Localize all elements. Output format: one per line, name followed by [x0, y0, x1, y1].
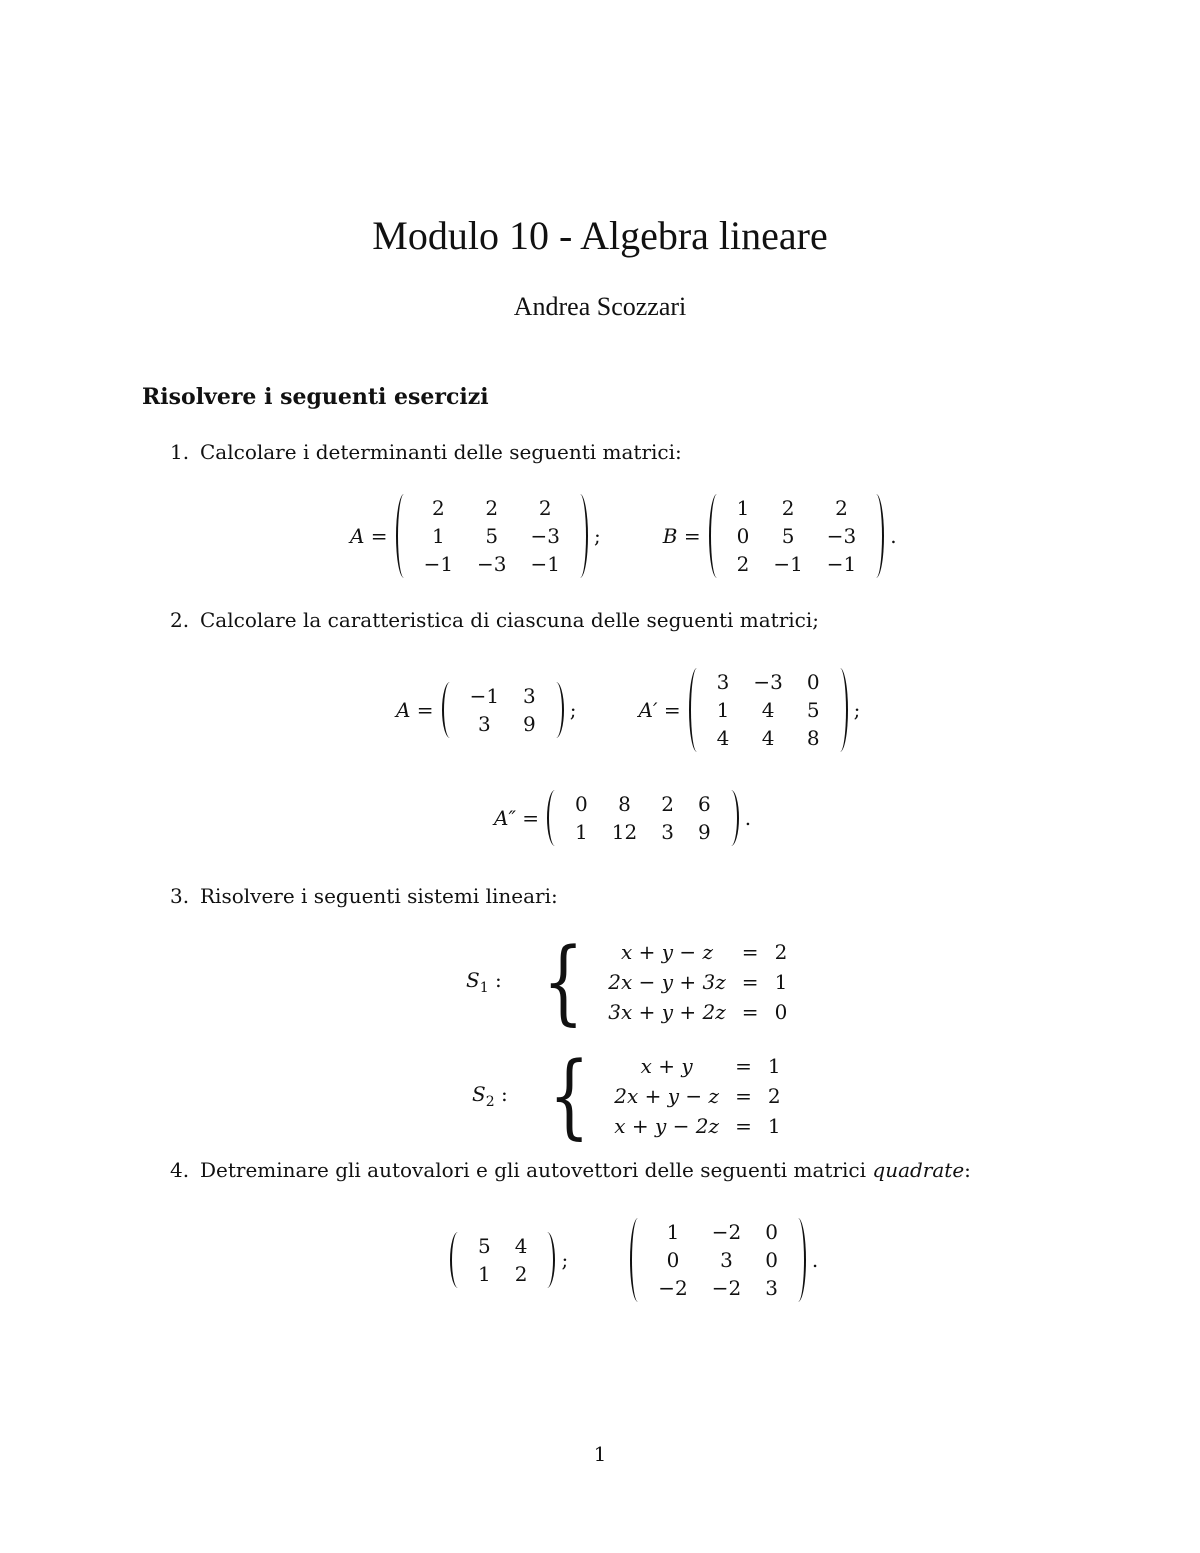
matrix-row: [725, 522, 869, 550]
ex2-matrices-row1: [396, 668, 866, 752]
matrix-entry: −1: [826, 552, 857, 576]
matrix-entry: 0: [666, 1248, 680, 1272]
matrix-entry: 1: [666, 1220, 680, 1244]
matrix-entry: 12: [611, 820, 638, 844]
matrix-row: [466, 1232, 539, 1260]
matrix-entry: 2: [485, 496, 499, 520]
matrix-entry: 2: [514, 1262, 528, 1286]
punctuation: ;: [594, 524, 601, 548]
punctuation: ;: [853, 698, 861, 722]
ex4-matrices: [450, 1218, 824, 1302]
matrix-entry: 1: [575, 820, 588, 844]
equation-row: [606, 1051, 788, 1081]
exercise-number: 1.: [170, 440, 190, 464]
matrix-row: [646, 1246, 790, 1274]
matrix-label: A =: [350, 524, 388, 548]
equals-sign: =: [735, 1114, 752, 1138]
equation-row: [606, 1111, 788, 1141]
matrix-label: A =: [396, 698, 434, 722]
matrix-cells: [412, 494, 572, 578]
equation-rhs: 0: [774, 1000, 788, 1024]
matrix-entry: 4: [514, 1234, 528, 1258]
matrix-row: [725, 550, 869, 578]
matrix-entry: 3: [477, 712, 491, 736]
equation-rhs: 1: [767, 1054, 781, 1078]
right-paren: [790, 1218, 806, 1302]
matrix-entry: −1: [469, 684, 500, 708]
exercise-3: [170, 884, 558, 908]
system-s2: [472, 1042, 789, 1149]
matrix-cells: [563, 790, 723, 846]
matrix-entry: −3: [477, 552, 507, 576]
equation-rhs: 2: [767, 1084, 781, 1108]
equals-sign: =: [741, 1000, 759, 1024]
punctuation: .: [890, 524, 897, 548]
left-brace: {: [548, 1042, 590, 1149]
left-brace: {: [542, 928, 584, 1035]
equals-sign: =: [741, 970, 759, 994]
matrix-ex2-a-double-prime: [547, 790, 739, 846]
matrix-entry: 3: [523, 684, 536, 708]
punctuation: .: [811, 1248, 819, 1272]
equation-lhs: x + y − 2z: [614, 1114, 720, 1138]
punctuation: ;: [569, 698, 577, 722]
exercise-4: [170, 1158, 971, 1182]
equation-lhs: 2x + y − z: [614, 1084, 720, 1108]
system-label: $S_1$ :: [466, 968, 502, 996]
section-heading: Risolvere i seguenti esercizi: [142, 384, 489, 410]
left-paren: [630, 1218, 646, 1302]
matrix-entry: −2: [711, 1220, 742, 1244]
matrix-cells: [458, 682, 548, 738]
matrix-entry: 0: [736, 524, 750, 548]
system-label: $S_2$ :: [472, 1082, 508, 1110]
exercise-1: [170, 440, 682, 464]
matrix-entry: −1: [773, 552, 803, 576]
matrix-entry: 0: [765, 1248, 778, 1272]
left-paren: [396, 494, 412, 578]
matrix-label: A′ =: [638, 698, 681, 722]
matrix-entry: 5: [781, 524, 795, 548]
matrix-entry: 8: [806, 726, 820, 750]
matrix-row: [458, 682, 548, 710]
exercise-2: [170, 608, 819, 632]
matrix-entry: 4: [761, 698, 775, 722]
matrix-row: [412, 550, 572, 578]
equals-sign: =: [735, 1084, 752, 1108]
matrix-entry: 8: [618, 792, 631, 816]
exercise-text: Detreminare gli autovalori e gli autovettori delle seguenti matrici: [200, 1158, 867, 1182]
matrix-entry: 0: [575, 792, 588, 816]
matrix-ex1-b: [709, 494, 885, 578]
matrix-cells: [466, 1232, 539, 1288]
matrix-row: [458, 710, 548, 738]
matrix-entry: 2: [661, 792, 674, 816]
punctuation: ;: [561, 1248, 569, 1272]
matrix-ex2-a-prime: [689, 668, 848, 752]
ex1-matrices: [350, 494, 903, 578]
equals-sign: =: [735, 1054, 752, 1078]
matrix-ex4-1: [450, 1232, 555, 1288]
equation-row: [606, 1081, 788, 1111]
matrix-entry: 0: [765, 1220, 778, 1244]
equation-lhs: 3x + y + 2z: [608, 1000, 726, 1024]
page-number: 1: [593, 1442, 607, 1466]
matrix-entry: 2: [736, 552, 750, 576]
exercise-text: Calcolare i determinanti delle seguenti matrici:: [200, 440, 682, 464]
equation-rhs: 1: [774, 970, 788, 994]
matrix-entry: 2: [835, 496, 848, 520]
equation-row: [600, 937, 795, 967]
left-paren: [689, 668, 705, 752]
exercise-number: 3.: [170, 884, 190, 908]
exercise-number: 4.: [170, 1158, 190, 1182]
matrix-ex1-a: [396, 494, 588, 578]
equation-lhs: x + y: [640, 1054, 693, 1078]
emphasis: quadrate: [872, 1158, 965, 1182]
equation-rhs: 1: [767, 1114, 781, 1138]
exercise-text: Calcolare la caratteristica di ciascuna delle seguenti matrici;: [200, 608, 819, 632]
right-paren: [539, 1232, 555, 1288]
matrix-row: [705, 724, 832, 752]
left-paren: [709, 494, 725, 578]
left-paren: [450, 1232, 466, 1288]
matrix-label: B =: [662, 524, 701, 548]
matrix-entry: −1: [423, 552, 454, 576]
matrix-row: [705, 696, 832, 724]
system-equations: [600, 937, 795, 1027]
matrix-entry: 5: [485, 524, 499, 548]
matrix-entry: 5: [806, 698, 820, 722]
matrix-entry: −2: [658, 1276, 688, 1300]
right-paren: [572, 494, 588, 578]
system-s1: [466, 928, 795, 1035]
matrix-entry: 5: [478, 1234, 491, 1258]
matrix-entry: −1: [530, 552, 561, 576]
matrix-entry: 4: [761, 726, 775, 750]
matrix-row: [412, 494, 572, 522]
matrix-row: [563, 790, 723, 818]
exercise-number: 2.: [170, 608, 190, 632]
right-paren: [832, 668, 848, 752]
equals-sign: =: [741, 940, 759, 964]
left-paren: [442, 682, 458, 738]
matrix-entry: 2: [781, 496, 795, 520]
matrix-entry: 1: [736, 496, 750, 520]
matrix-row: [705, 668, 832, 696]
matrix-ex4-2: [630, 1218, 806, 1302]
equation-row: [600, 997, 795, 1027]
matrix-row: [646, 1274, 790, 1302]
matrix-entry: 1: [716, 698, 730, 722]
matrix-entry: 1: [478, 1262, 491, 1286]
equation-rhs: 2: [774, 940, 788, 964]
right-paren: [868, 494, 884, 578]
matrix-row: [646, 1218, 790, 1246]
matrix-entry: 2: [431, 496, 445, 520]
matrix-label: A″ =: [494, 806, 540, 830]
matrix-row: [725, 494, 869, 522]
matrix-cells: [646, 1218, 790, 1302]
matrix-entry: 3: [765, 1276, 778, 1300]
matrix-cells: [725, 494, 869, 578]
matrix-entry: 0: [806, 670, 820, 694]
equation-row: [600, 967, 795, 997]
right-paren: [548, 682, 564, 738]
matrix-entry: 6: [697, 792, 711, 816]
matrix-row: [412, 522, 572, 550]
equation-lhs: x + y − z: [621, 940, 714, 964]
page-title: Modulo 10 - Algebra lineare: [372, 213, 828, 258]
matrix-cells: [705, 668, 832, 752]
system-equations: [606, 1051, 788, 1141]
right-paren: [723, 790, 739, 846]
matrix-entry: 9: [697, 820, 711, 844]
matrix-entry: 3: [661, 820, 674, 844]
equation-lhs: 2x − y + 3z: [608, 970, 726, 994]
matrix-entry: −3: [530, 524, 561, 548]
matrix-entry: 3: [716, 670, 730, 694]
punctuation: .: [744, 806, 752, 830]
matrix-entry: 2: [538, 496, 552, 520]
ex2-matrices-row2: [494, 790, 757, 846]
matrix-entry: 4: [716, 726, 730, 750]
matrix-entry: 9: [523, 712, 536, 736]
punctuation: :: [964, 1158, 971, 1182]
exercise-text: Risolvere i seguenti sistemi lineari:: [200, 884, 558, 908]
left-paren: [547, 790, 563, 846]
matrix-ex2-a: [442, 682, 564, 738]
matrix-entry: 1: [431, 524, 445, 548]
matrix-entry: −3: [826, 524, 857, 548]
matrix-entry: −3: [753, 670, 783, 694]
matrix-row: [563, 818, 723, 846]
matrix-entry: −2: [711, 1276, 742, 1300]
matrix-entry: 3: [720, 1248, 733, 1272]
matrix-row: [466, 1260, 539, 1288]
author: Andrea Scozzari: [513, 292, 687, 321]
